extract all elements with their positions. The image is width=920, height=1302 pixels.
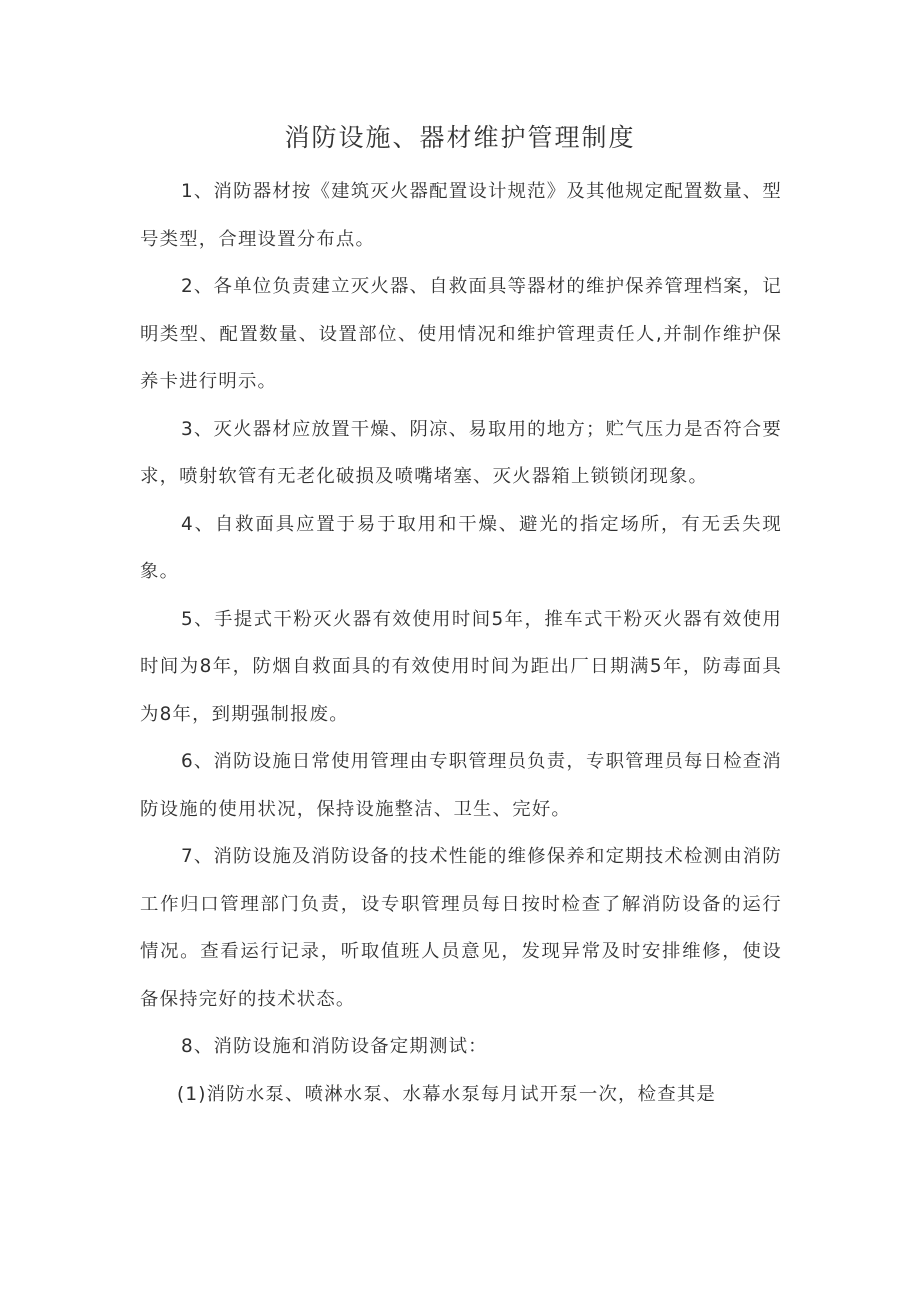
paragraph-8: 8、消防设施和消防设备定期测试： bbox=[181, 1036, 488, 1057]
paragraph-5: 5、手提式干粉灭火器有效使用时间5年，推车式干粉灭火器有效使用时间为8年，防烟自救面具的有效使用时间为距出厂日期满5年，防毒面具为8年，到期强制报废。 bbox=[140, 608, 782, 725]
paragraph-2: 2、各单位负责建立灭火器、自救面具等器材的维护保养管理档案，记明类型、配置数量、设置部位、使用情况和维护管理责任人,并制作维护保养卡进行明示。 bbox=[140, 276, 782, 392]
paragraph-3: 3、灭火器材应放置干燥、阴凉、易取用的地方；贮气压力是否符合要求，喷射软管有无老化破损及喷嘴堵塞、灭火器箱上锁锁闭现象。 bbox=[140, 418, 782, 487]
paragraph-4: 4、自救面具应置于易于取用和干燥、避光的指定场所，有无丢失现象。 bbox=[140, 513, 782, 582]
paragraph-1: 1、消防器材按《建筑灭火器配置设计规范》及其他规定配置数量、型号类型，合理设置分布点。 bbox=[140, 181, 782, 250]
document-title: 消防设施、器材维护管理制度 bbox=[284, 123, 636, 152]
paragraph-6: 6、消防设施日常使用管理由专职管理员负责，专职管理员每日检查消防设施的使用状况，保持设施整洁、卫生、完好。 bbox=[140, 751, 782, 820]
paragraph-8-item-1: (1)消防水泵、喷淋水泵、水幕水泵每月试开泵一次，检查其是 bbox=[177, 1083, 717, 1105]
paragraph-7: 7、消防设施及消防设备的技术性能的维修保养和定期技术检测由消防工作归口管理部门负责，设专职管理员每日按时检查了解消防设备的运行情况。查看运行记录，听取值班人员意见，发现异常及时安排维修，使设备保持完好的技术状态。 bbox=[140, 846, 782, 1010]
document-body bbox=[140, 168, 782, 1118]
